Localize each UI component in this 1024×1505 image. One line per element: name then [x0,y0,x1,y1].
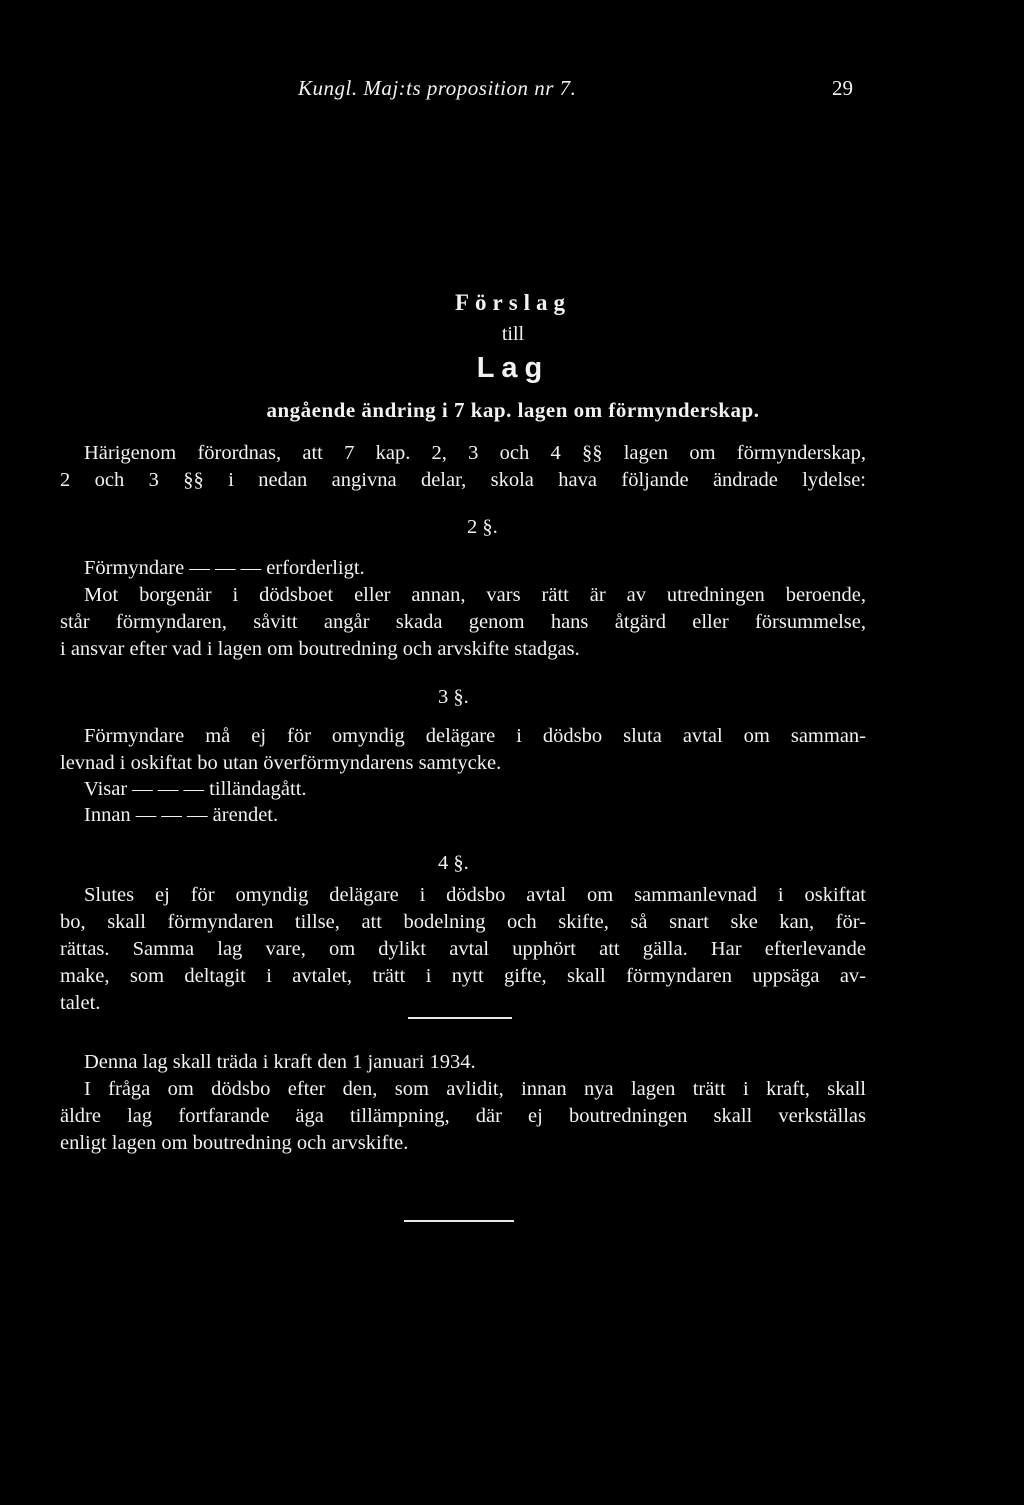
closing-line-4: enligt lagen om boutredning och arvskifte. [60,1132,409,1154]
closing-line-1: Denna lag skall träda i kraft den 1 januari 1934. [84,1051,476,1073]
heading-forslag: Förslag [454,290,572,315]
separator-rule-1 [408,1017,512,1019]
section-4-line-1: Slutes ej för omyndig delägare i dödsbo avtal om sammanlevnad i oskiftat [84,884,866,906]
section-4-line-2: bo, skall förmyndaren tillse, att bodelning och skifte, så snart ske kan, för- [60,911,866,933]
section-3-innan: Innan — — — ärendet. [84,804,279,826]
section-2-line-1: Förmyndare — — — erforderligt. [84,557,365,579]
section-2-para-2: står förmyndaren, såvitt angår skada genom hans åtgärd eller försummelse, [60,611,866,633]
section-2-heading: 2 §. [467,516,498,538]
section-3-visar: Visar — — — tilländagått. [84,778,307,800]
closing-line-2: I fråga om dödsbo efter den, som avlidit, innan nya lagen trätt i kraft, skall [84,1078,866,1100]
section-3-heading: 3 §. [438,686,469,708]
page-number: 29 [832,76,853,100]
heading-subtitle: angående ändring i 7 kap. lagen om förmynderskap. [266,398,760,422]
intro-line-2: 2 och 3 §§ i nedan angivna delar, skola hava följande ändrade lydelse: [60,469,866,491]
section-4-line-3: rättas. Samma lag vare, om dylikt avtal upphört att gälla. Har efterlevande [60,938,866,960]
closing-line-3: äldre lag fortfarande äga tillämpning, där ej boutredningen skall verkställas [60,1105,866,1127]
heading-till: till [501,323,525,345]
running-header-title: Kungl. Maj:ts proposition nr 7. [298,76,577,100]
intro-line-1: Härigenom förordnas, att 7 kap. 2, 3 och 4 §§ lagen om förmynderskap, [84,442,866,464]
separator-rule-2 [404,1220,514,1222]
section-2-para-3: i ansvar efter vad i lagen om boutredning och arvskifte stadgas. [60,638,580,660]
section-3-para-2: levnad i oskiftat bo utan överförmyndarens samtycke. [60,752,502,774]
section-4-line-5: talet. [60,992,101,1014]
section-4-heading: 4 §. [438,852,469,874]
section-3-para-1: Förmyndare må ej för omyndig delägare i dödsbo sluta avtal om samman- [84,725,866,747]
heading-lag: Lag [476,352,550,384]
section-4-line-4: make, som deltagit i avtalet, trätt i nytt gifte, skall förmyndaren uppsäga av- [60,965,866,987]
section-2-para-1: Mot borgenär i dödsboet eller annan, vars rätt är av utredningen beroende, [84,584,866,606]
